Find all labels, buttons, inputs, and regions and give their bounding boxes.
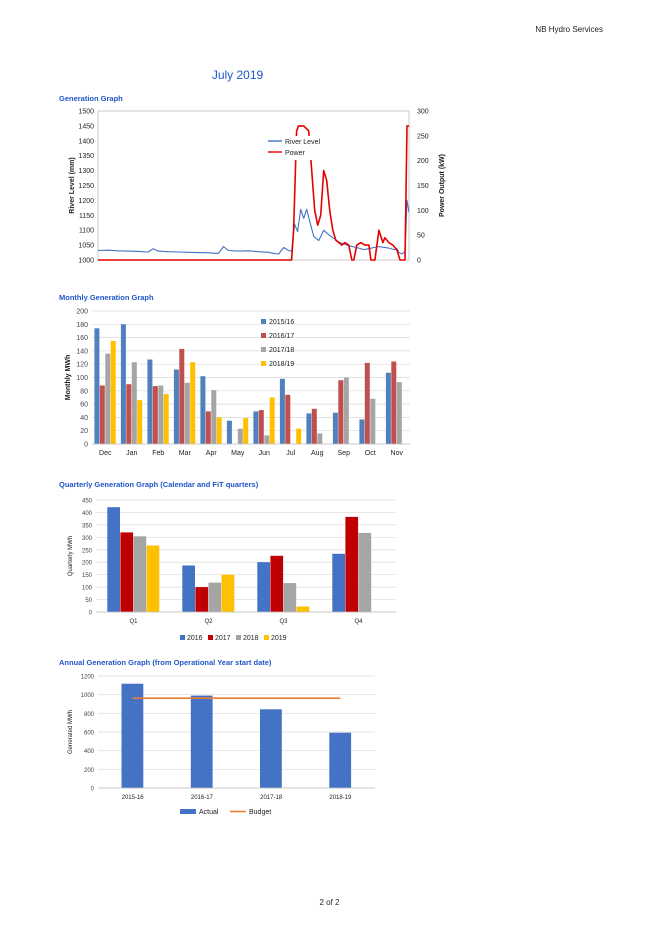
y-axis-label: Generated MWh — [68, 709, 74, 755]
x-tick-label: 2018-19 — [329, 795, 352, 801]
y-tick-label: 200 — [83, 767, 94, 774]
quarterly-graph-title: Quarterly Generation Graph (Calendar and FiT quarters) — [59, 480, 259, 489]
bar-2015-16-Apr — [200, 376, 205, 444]
bar-2016-17-Dec — [100, 386, 105, 445]
legend-label: 2018 — [243, 635, 259, 642]
y-tick-label: 100 — [81, 585, 92, 592]
bar-2018-Q1 — [134, 536, 147, 612]
legend-label: 2017 — [215, 635, 231, 642]
bar-2016-17-Jan — [126, 384, 131, 444]
bar-2018-19-Feb — [164, 394, 169, 444]
legend-label: 2017/18 — [269, 347, 295, 354]
y-tick-label: 250 — [81, 548, 92, 555]
series-line-river-level — [98, 200, 409, 254]
bar-2017-18-Mar — [185, 383, 190, 444]
y-tick-label: 1400 — [78, 138, 94, 146]
y-tick-label: 1350 — [78, 153, 94, 161]
y-axis-label: River Level (mm) — [69, 157, 76, 214]
bar-2015-16-May — [227, 421, 232, 444]
legend-label: Budget — [249, 809, 272, 816]
y-tick-label: 1450 — [78, 123, 94, 131]
y-tick-label: 160 — [76, 335, 88, 343]
bar-Actual-2015-16 — [122, 684, 144, 788]
legend-label: 2018/19 — [269, 361, 295, 368]
x-tick-label: 2015-16 — [121, 795, 144, 801]
y2-tick-label: 300 — [417, 108, 429, 116]
bar-2016-Q3 — [257, 562, 270, 612]
y-tick-label: 300 — [81, 535, 92, 542]
bar-2016-Q2 — [182, 566, 195, 613]
series-line-power — [98, 126, 409, 260]
bar-2019-Q1 — [147, 546, 160, 613]
y-tick-label: 200 — [81, 560, 92, 567]
bar-2017-18-Jun — [264, 435, 269, 444]
y-tick-label: 1500 — [78, 108, 94, 116]
monthly-graph-title: Monthly Generation Graph — [59, 293, 154, 302]
bar-2016-17-Jun — [259, 410, 264, 444]
y-tick-label: 1300 — [78, 168, 94, 176]
x-tick-label: Q2 — [204, 619, 213, 625]
bar-2017-18-Aug — [317, 433, 322, 444]
legend-swatch — [236, 635, 241, 640]
y-tick-label: 120 — [76, 361, 88, 369]
y-tick-label: 20 — [80, 428, 88, 436]
legend-swatch — [261, 347, 266, 352]
bar-2016-17-Oct — [365, 363, 370, 444]
bar-2018-19-Mar — [190, 362, 195, 444]
y2-tick-label: 0 — [417, 257, 421, 265]
page-title: July 2019 — [211, 68, 264, 82]
bar-2018-19-Jul — [296, 429, 301, 444]
legend-swatch — [261, 319, 266, 324]
legend-swatch — [261, 361, 266, 366]
y-tick-label: 400 — [81, 510, 92, 517]
bar-2017-18-Oct — [370, 399, 375, 444]
bar-2017-Q1 — [120, 532, 133, 612]
bar-2016-17-Sep — [338, 380, 343, 444]
x-tick-label: Jan — [126, 450, 138, 457]
y-tick-label: 0 — [90, 786, 94, 793]
y-tick-label: 1000 — [80, 693, 94, 700]
bar-2015-16-Mar — [174, 370, 179, 445]
bar-2016-17-Apr — [206, 411, 211, 444]
bar-2018-Q4 — [359, 533, 372, 612]
x-tick-label: Apr — [205, 450, 217, 457]
bar-2016-Q1 — [107, 507, 120, 612]
bar-Actual-2016-17 — [191, 696, 213, 788]
bar-2017-18-Feb — [158, 386, 163, 445]
bar-2017-18-Apr — [211, 390, 216, 444]
x-tick-label: Jun — [258, 450, 270, 457]
legend-label: 2019 — [271, 635, 287, 642]
x-tick-label: May — [231, 450, 245, 457]
bar-2015-16-Sep — [333, 413, 338, 444]
y-tick-label: 200 — [76, 308, 88, 316]
bar-2019-Q2 — [222, 575, 235, 612]
bar-2017-Q4 — [345, 517, 358, 612]
y-tick-label: 800 — [83, 711, 94, 718]
x-tick-label: Jul — [286, 450, 296, 457]
y-tick-label: 1000 — [78, 257, 94, 265]
legend-swatch — [208, 635, 213, 640]
bar-2016-17-Nov — [391, 362, 396, 445]
bar-2017-18-May — [238, 429, 243, 444]
y-tick-label: 0 — [84, 441, 88, 449]
quarterly-chart — [0, 488, 659, 648]
y-tick-label: 600 — [83, 730, 94, 737]
y2-tick-label: 50 — [417, 232, 425, 240]
bar-2017-18-Nov — [397, 382, 402, 444]
y-tick-label: 1050 — [78, 242, 94, 250]
bar-2018-19-Jun — [270, 398, 275, 445]
bar-2017-18-Dec — [105, 354, 110, 444]
y-tick-label: 100 — [76, 375, 88, 382]
y-tick-label: 400 — [83, 749, 94, 756]
generation-graph-title: Generation Graph — [59, 94, 123, 103]
y-tick-label: 180 — [76, 321, 88, 329]
bar-2015-16-Aug — [306, 413, 311, 444]
x-tick-label: 2017-18 — [260, 795, 283, 801]
bar-2015-16-Jan — [121, 324, 126, 444]
bar-2016-Q4 — [332, 554, 345, 612]
y-tick-label: 350 — [81, 523, 92, 530]
annual-graph-title: Annual Generation Graph (from Operational Year start date) — [59, 658, 272, 667]
y-tick-label: 80 — [80, 388, 88, 396]
y-tick-label: 0 — [88, 610, 92, 617]
y-axis-label: Monthly MWh — [65, 354, 72, 401]
y-tick-label: 150 — [81, 573, 92, 580]
y-tick-label: 1200 — [80, 674, 94, 681]
bar-Actual-2018-19 — [329, 733, 351, 788]
y-axis-label: Quarterly MWh — [68, 535, 74, 577]
y-tick-label: 1250 — [78, 183, 94, 190]
y-tick-label: 450 — [81, 498, 92, 505]
x-tick-label: Nov — [390, 450, 403, 457]
legend-label: 2016/17 — [269, 333, 295, 340]
bar-2016-17-Jul — [285, 395, 290, 444]
y-tick-label: 60 — [80, 401, 88, 409]
bar-2015-16-Dec — [94, 328, 99, 444]
legend-label: River Level — [285, 139, 321, 146]
bar-2017-Q2 — [195, 587, 208, 612]
bar-2018-19-Jan — [137, 400, 142, 444]
bar-2017-18-Jan — [132, 362, 137, 444]
bar-2018-Q3 — [284, 583, 297, 612]
page-number: 2 of 2 — [319, 898, 340, 907]
bar-2015-16-Oct — [359, 419, 364, 444]
y2-tick-label: 100 — [417, 207, 429, 215]
x-tick-label: Q3 — [279, 619, 288, 625]
bar-2017-Q3 — [270, 556, 283, 612]
x-tick-label: Aug — [311, 450, 324, 457]
bar-2015-16-Jul — [280, 379, 285, 444]
y-tick-label: 1100 — [78, 227, 94, 235]
legend-label: 2016 — [187, 635, 203, 642]
x-tick-label: Q4 — [354, 619, 363, 625]
y2-tick-label: 200 — [417, 158, 429, 166]
y2-tick-label: 150 — [417, 183, 429, 190]
bar-2015-16-Feb — [147, 360, 152, 445]
bar-Actual-2017-18 — [260, 709, 282, 788]
y-tick-label: 50 — [85, 598, 92, 605]
x-tick-label: Dec — [99, 450, 112, 457]
bar-2019-Q3 — [297, 607, 310, 613]
bar-2018-19-Dec — [111, 341, 116, 444]
y-tick-label: 140 — [76, 348, 88, 356]
bar-2017-18-Sep — [344, 378, 349, 445]
legend-label: 2015/16 — [269, 319, 295, 326]
x-tick-label: Q1 — [129, 619, 138, 625]
bar-2015-16-Jun — [253, 411, 258, 444]
bar-2018-19-May — [243, 418, 248, 444]
legend-label: Power — [285, 150, 305, 157]
x-tick-label: Sep — [337, 450, 350, 457]
x-tick-label: 2016-17 — [190, 795, 213, 801]
bar-2016-17-Aug — [312, 409, 317, 444]
y-tick-label: 40 — [80, 414, 88, 422]
x-tick-label: Feb — [152, 450, 165, 457]
y-tick-label: 1150 — [78, 212, 94, 220]
legend-swatch — [264, 635, 269, 640]
x-tick-label: Oct — [364, 450, 376, 457]
y2-axis-label: Power Output (kW) — [439, 154, 446, 217]
annual-chart — [0, 664, 659, 824]
legend-swatch — [180, 635, 185, 640]
x-tick-label: Mar — [178, 450, 191, 457]
bar-2015-16-Nov — [386, 373, 391, 444]
bar-2018-Q2 — [209, 583, 222, 612]
legend-label: Actual — [199, 809, 219, 816]
legend-swatch — [180, 809, 196, 814]
company-name: NB Hydro Services — [535, 25, 603, 34]
generation-chart — [0, 100, 659, 270]
y2-tick-label: 250 — [417, 133, 429, 141]
monthly-chart — [0, 300, 659, 470]
plot-area — [98, 111, 409, 260]
legend-swatch — [261, 333, 266, 338]
bar-2016-17-Mar — [179, 349, 184, 444]
y-tick-label: 1200 — [78, 197, 94, 205]
bar-2016-17-Feb — [153, 386, 158, 444]
bar-2018-19-Apr — [217, 417, 222, 444]
